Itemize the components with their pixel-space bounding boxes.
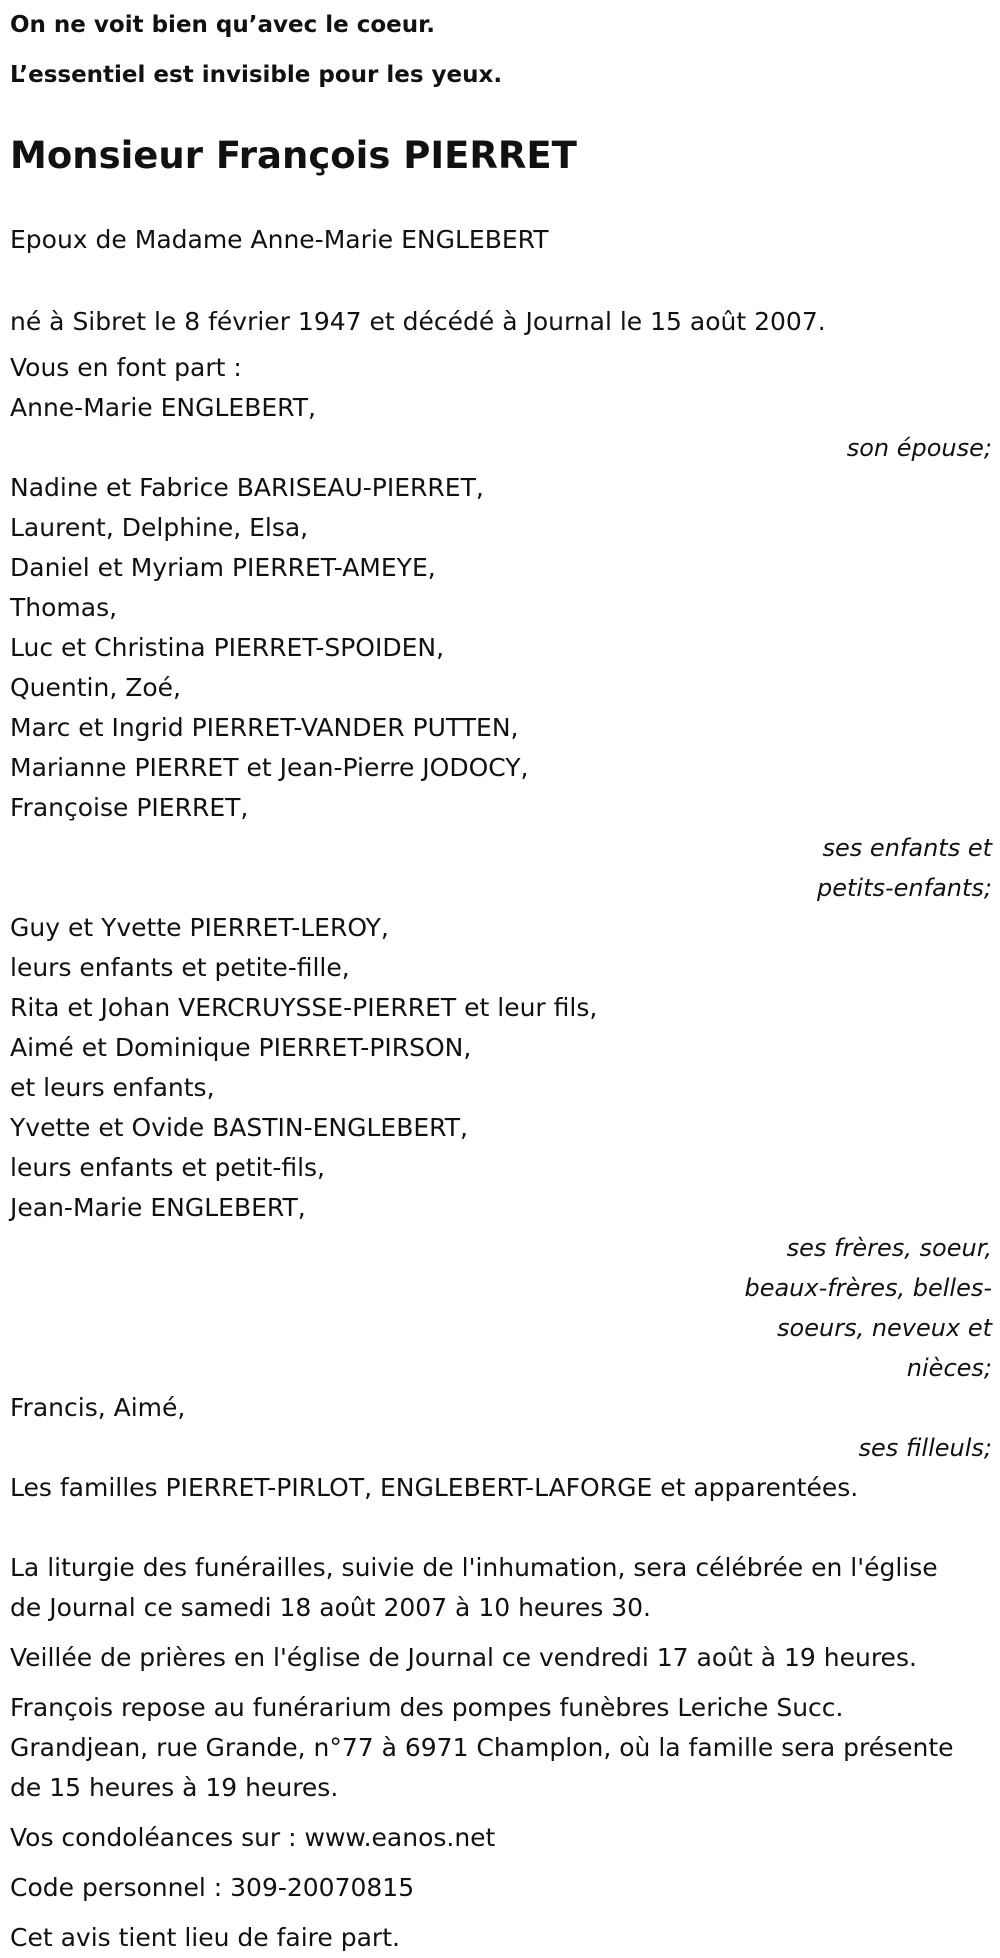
announcement-intro: Vous en font part :	[10, 353, 242, 382]
quote-line-2: L’essentiel est invisible pour les yeux.	[10, 62, 503, 88]
family-name-line: et leurs enfants,	[10, 1073, 215, 1102]
quote-line-1: On ne voit bien qu’avec le coeur.	[10, 12, 435, 38]
family-name-line: Francis, Aimé,	[10, 1393, 186, 1422]
family-name-line: Daniel et Myriam PIERRET-AMEYE,	[10, 553, 436, 582]
family-name-line: leurs enfants et petite-fille,	[10, 953, 350, 982]
family-name-line: Guy et Yvette PIERRET-LEROY,	[10, 913, 389, 942]
family-role-line: soeurs, neveux et	[777, 1314, 992, 1342]
family-name-line: leurs enfants et petit-fils,	[10, 1153, 326, 1182]
family-role-line: beaux-frères, belles-	[744, 1274, 992, 1302]
family-name-line: Françoise PIERRET,	[10, 793, 249, 822]
family-name-line: Aimé et Dominique PIERRET-PIRSON,	[10, 1033, 472, 1062]
birth-death-line: né à Sibret le 8 février 1947 et décédé à Journal le 15 août 2007.	[10, 307, 826, 336]
rest-line-1: François repose au funérarium des pompes funèbres Leriche Succ.	[10, 1693, 844, 1722]
family-name-line: Quentin, Zoé,	[10, 673, 181, 702]
family-group-godchildren	[10, 1388, 992, 1468]
family-name-line: Marc et Ingrid PIERRET-VANDER PUTTEN,	[10, 713, 519, 742]
family-role-line: ses enfants et	[822, 834, 992, 862]
family-role-line: petits-enfants;	[817, 874, 992, 902]
family-name-line: Yvette et Ovide BASTIN-ENGLEBERT,	[10, 1113, 468, 1142]
spouse-line: Epoux de Madame Anne-Marie ENGLEBERT	[10, 225, 549, 254]
family-role-line: ses filleuls;	[858, 1434, 992, 1462]
rest-line-2: Grandjean, rue Grande, n°77 à 6971 Champlon, où la famille sera présente	[10, 1733, 954, 1762]
obituary-content	[10, 0, 992, 1958]
condolences-line: Vos condoléances sur : www.eanos.net	[10, 1823, 496, 1852]
personal-code-line: Code personnel : 309-20070815	[10, 1873, 415, 1902]
notice-line: Cet avis tient lieu de faire part.	[10, 1923, 400, 1952]
ceremony-details	[10, 1548, 992, 1958]
family-group-siblings	[10, 908, 992, 1388]
family-announcement	[10, 348, 992, 1508]
deceased-name-title: Monsieur François PIERRET	[10, 134, 577, 177]
family-name-line: Laurent, Delphine, Elsa,	[10, 513, 309, 542]
family-role-line: ses frères, soeur,	[786, 1234, 992, 1262]
family-name-line: Luc et Christina PIERRET-SPOIDEN,	[10, 633, 445, 662]
liturgy-line-1: La liturgie des funérailles, suivie de l'inhumation, sera célébrée en l'église	[10, 1553, 938, 1582]
family-group-spouse	[10, 388, 992, 468]
family-name-line: Rita et Johan VERCRUYSSE-PIERRET et leur fils,	[10, 993, 598, 1022]
family-name-line: Marianne PIERRET et Jean-Pierre JODOCY,	[10, 753, 529, 782]
liturgy-line-2: de Journal ce samedi 18 août 2007 à 10 heures 30.	[10, 1593, 651, 1622]
family-name-line: Jean-Marie ENGLEBERT,	[10, 1193, 306, 1222]
vigil-line: Veillée de prières en l'église de Journal ce vendredi 17 août à 19 heures.	[10, 1643, 917, 1672]
family-name-line: Anne-Marie ENGLEBERT,	[10, 393, 316, 422]
family-group-children	[10, 468, 992, 908]
family-role-line: son épouse;	[846, 434, 992, 462]
families-line: Les familles PIERRET-PIRLOT, ENGLEBERT-LAFORGE et apparentées.	[10, 1473, 859, 1502]
rest-line-3: de 15 heures à 19 heures.	[10, 1773, 339, 1802]
family-role-line: nièces;	[906, 1354, 992, 1382]
family-name-line: Thomas,	[10, 593, 118, 622]
family-name-line: Nadine et Fabrice BARISEAU-PIERRET,	[10, 473, 484, 502]
